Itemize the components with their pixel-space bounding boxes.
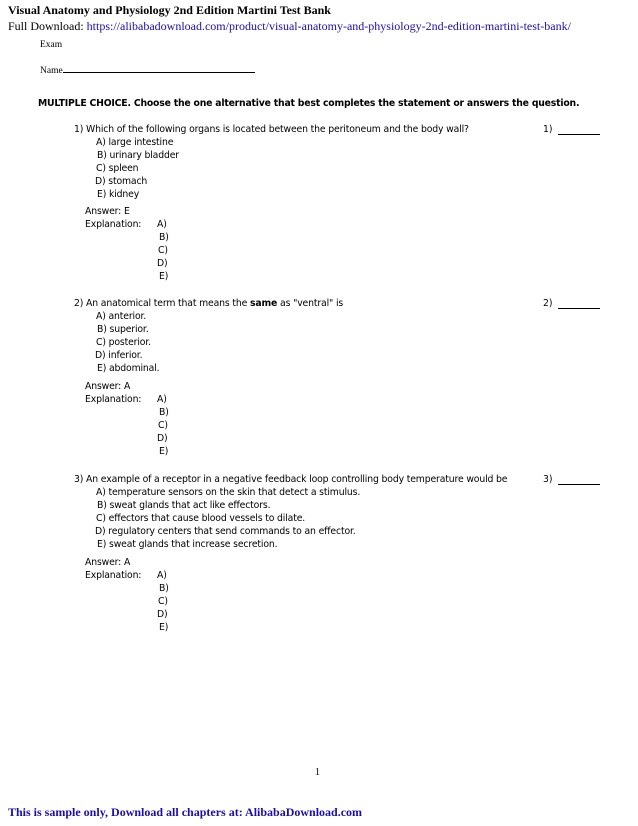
download-label: Full Download: <box>8 19 87 33</box>
question-2-number: 2) <box>543 298 553 309</box>
exam-label: Exam <box>40 40 63 50</box>
question-3-option-b: B) sweat glands that act like effectors. <box>97 500 271 511</box>
question-2-answer-blank <box>558 308 600 309</box>
question-1-option-b: B) urinary bladder <box>97 150 179 161</box>
question-3-explanation-a: A) <box>157 570 167 581</box>
question-3-number: 3) <box>543 474 553 485</box>
question-3-option-c: C) effectors that cause blood vessels to dilate. <box>96 513 306 524</box>
question-3-explanation-b: B) <box>159 583 169 594</box>
page-title: Visual Anatomy and Physiology 2nd Edition Martini Test Bank <box>8 3 331 17</box>
question-2-option-b: B) superior. <box>97 324 149 335</box>
question-1-option-a: A) large intestine <box>96 137 174 148</box>
name-label: Name <box>40 66 63 76</box>
question-2-explanation-a: A) <box>157 394 167 405</box>
question-2-answer: Answer: A <box>85 381 131 392</box>
question-3-option-a: A) temperature sensors on the skin that detect a stimulus. <box>96 487 361 498</box>
question-1-option-e: E) kidney <box>97 189 140 200</box>
question-2-stem-emphasis: same <box>250 298 278 309</box>
question-1-explanation-b: B) <box>159 232 169 243</box>
question-1-option-d: D) stomach <box>95 176 148 187</box>
question-2-explanation-label: Explanation: <box>85 394 142 405</box>
download-link[interactable]: https://alibabadownload.com/product/visual-anatomy-and-physiology-2nd-edition-martini-test-bank/ <box>86 19 571 33</box>
full-download-line <box>8 19 571 34</box>
question-1-number: 1) <box>543 124 553 135</box>
question-2-stem-suffix: as "ventral" is <box>277 298 344 309</box>
question-2-stem <box>74 298 343 309</box>
question-3-option-e: E) sweat glands that increase secretion. <box>97 539 278 550</box>
footer-download-notice[interactable]: This is sample only, Download all chapters at: AlibabaDownload.com <box>8 805 363 819</box>
question-1-explanation-e: E) <box>159 271 169 282</box>
question-1-explanation-label: Explanation: <box>85 219 142 230</box>
question-2-explanation-b: B) <box>159 407 169 418</box>
question-3-stem: 3) An example of a receptor in a negative feedback loop controlling body temperature would be <box>74 474 508 485</box>
question-1-answer-blank <box>558 134 600 135</box>
question-2-explanation-c: C) <box>158 420 168 431</box>
question-3-answer: Answer: A <box>85 557 131 568</box>
name-field <box>40 64 255 76</box>
question-3-explanation-label: Explanation: <box>85 570 142 581</box>
question-2-option-d: D) inferior. <box>95 350 143 361</box>
question-1-answer: Answer: E <box>85 206 130 217</box>
question-3-explanation-e: E) <box>159 622 169 633</box>
question-1-explanation-d: D) <box>157 258 168 269</box>
question-2-stem-prefix: 2) An anatomical term that means the <box>74 298 251 309</box>
question-2-explanation-e: E) <box>159 446 169 457</box>
page-number: 1 <box>315 767 320 778</box>
question-3-answer-blank <box>558 484 600 485</box>
question-1-explanation-c: C) <box>158 245 168 256</box>
question-3-explanation-d: D) <box>157 609 168 620</box>
name-blank-line <box>63 64 255 73</box>
instructions: MULTIPLE CHOICE. Choose the one alternative that best completes the statement or answers the question. <box>38 98 580 109</box>
question-2-option-e: E) abdominal. <box>97 363 160 374</box>
question-1-stem: 1) Which of the following organs is located between the peritoneum and the body wall? <box>74 124 469 135</box>
question-2-option-c: C) posterior. <box>96 337 151 348</box>
question-3-option-d: D) regulatory centers that send commands to an effector. <box>95 526 356 537</box>
question-1-explanation-a: A) <box>157 219 167 230</box>
question-1-option-c: C) spleen <box>96 163 139 174</box>
question-3-explanation-c: C) <box>158 596 168 607</box>
question-2-option-a: A) anterior. <box>96 311 147 322</box>
question-2-explanation-d: D) <box>157 433 168 444</box>
